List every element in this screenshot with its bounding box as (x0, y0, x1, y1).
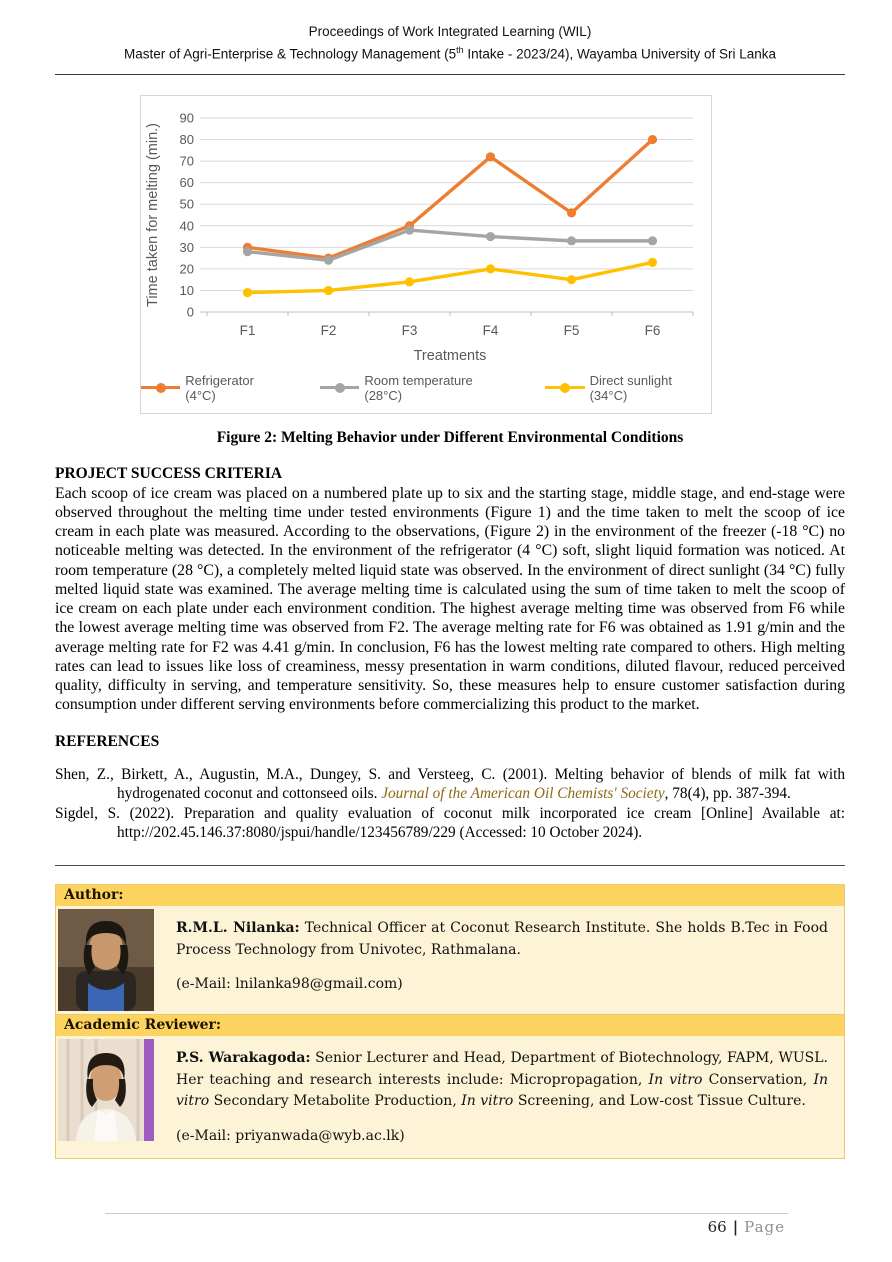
svg-text:50: 50 (179, 196, 194, 212)
reference-list (55, 765, 845, 843)
references-heading: REFERENCES (55, 732, 160, 750)
reviewer-bio (154, 1036, 844, 1158)
page-label: Page (744, 1217, 785, 1236)
header-line1: Proceedings of Work Integrated Learning (WIL) (308, 24, 592, 39)
author-bio (154, 906, 844, 1006)
criteria-heading: PROJECT SUCCESS CRITERIA (55, 464, 283, 482)
svg-text:F5: F5 (563, 322, 580, 338)
reviewer-photo (58, 1039, 154, 1141)
page-number-block (55, 1214, 845, 1236)
svg-text:20: 20 (179, 260, 194, 276)
svg-text:10: 10 (179, 282, 194, 298)
author-email: (e-Mail: lnilanka98@gmail.com) (176, 976, 403, 993)
svg-text:F1: F1 (239, 322, 256, 338)
ordinal-superscript: th (456, 45, 464, 55)
legend-label: Refrigerator (4°C) (185, 372, 254, 403)
page-number: 66 (707, 1217, 727, 1236)
reference-entry: Sigdel, S. (2022). Preparation and quality evaluation of coconut milk incorporated ice cream [Online] Available at: http://202.45.146.37:8080/jspui/handle/123456789/229 (Accessed: 10 October 2024). (55, 804, 845, 842)
page-header (55, 22, 845, 64)
author-description: Technical Officer at Coconut Research Institute. She holds B.Tec in Food Process Technology from Univotec, Rathmalana. (176, 920, 828, 958)
legend-item (320, 373, 511, 403)
svg-text:Treatments: Treatments (413, 347, 487, 364)
svg-text:90: 90 (179, 110, 194, 125)
legend-item (141, 373, 286, 403)
author-box-content (56, 906, 844, 1014)
legend-label: Room temperature (28°C) (364, 372, 473, 403)
svg-text:80: 80 (179, 131, 194, 147)
author-box-header: Author: (56, 885, 844, 906)
svg-text:60: 60 (179, 174, 194, 190)
svg-text:Time taken for melting (min.): Time taken for melting (min.) (145, 122, 161, 307)
legend-marker-icon (320, 386, 359, 390)
section-divider-rule (55, 865, 845, 866)
reviewer-box-content (56, 1036, 844, 1158)
svg-text:40: 40 (179, 217, 194, 233)
svg-text:F4: F4 (482, 322, 499, 338)
svg-text:F6: F6 (644, 322, 661, 338)
svg-text:70: 70 (179, 153, 194, 169)
header-line2: Master of Agri-Enterprise & Technology Management (5th Intake - 2023/24), Wayamba University of Sri Lanka (123, 45, 777, 62)
svg-text:F2: F2 (320, 322, 337, 338)
reviewer-box-header: Academic Reviewer: (56, 1015, 844, 1036)
author-box (55, 884, 845, 1015)
criteria-paragraph: Each scoop of ice cream was placed on a numbered plate up to six and the starting stage, middle stage, and end-stage were observed throughout the melting time under tested environments (Figure 1) and the time taken to melt the scoop of ice cream in each plate was measured. According to the observations, (Figure 2) in the environment of the freezer (-18 °C) no noticeable melting was detected. In the environment of the refrigerator (4 °C) soft, slight liquid formation was noticed. At room temperature (28 °C), a completely melted liquid state was observed. In the environment of direct sunlight (34 °C) fully melted liquid state was examined. The average melting time is calculated using the sum of time taken to melt the scoop of ice cream on each plate under each environment condition. The highest average melting time was observed from F6 while the lowest average melting time was observed from F2. The average melting rate for F6 was obtained as 1.91 g/min and the average melting rate for F2 was 4.41 g/min. In conclusion, F6 has the lowest melting rate compared to others. High melting rates can lead to issues like loss of creaminess, messy presentation in warm conditions, diluted flavour, reduced perceived quality, difficulty in serving, and temperature sensitivity. So, these measures help to ensure customer satisfaction during consumption under different serving environments before commercializing this product to the market. (55, 484, 845, 714)
legend-label: Direct sunlight (34°C) (589, 372, 672, 403)
reference-entry: Shen, Z., Birkett, A., Augustin, M.A., Dungey, S. and Versteeg, C. (2001). Melting behavior of blends of milk fat with hydrogenated coconut and cottonseed oils. Journal of the American Oil Chemists' Society, 78(4), pp. 387-394. (55, 765, 845, 803)
svg-text:30: 30 (179, 239, 194, 255)
page-footer (55, 1213, 845, 1236)
chart-legend (141, 373, 711, 403)
header-rule (55, 74, 845, 75)
figure2-chart-box (140, 95, 712, 414)
melting-line-chart (141, 102, 711, 366)
legend-marker-icon (141, 386, 180, 390)
svg-text:0: 0 (186, 304, 194, 319)
reviewer-email: (e-Mail: priyanwada@wyb.ac.lk) (176, 1128, 405, 1145)
legend-item (545, 373, 711, 403)
reviewer-box (55, 1015, 845, 1159)
reviewer-description: Senior Lecturer and Head, Department of Biotechnology, FAPM, WUSL. Her teaching and research interests include: Micropropagation, In vitro Conservation, In vitro Secondary Metabolite Production, In vitro Screening, and Low-cost Tissue Culture. (176, 1050, 828, 1110)
author-name: R.M.L. Nilanka: (176, 920, 300, 936)
legend-marker-icon (545, 386, 584, 390)
author-photo (58, 909, 154, 1011)
svg-text:F3: F3 (401, 322, 418, 338)
reviewer-name: P.S. Warakagoda: (176, 1050, 311, 1066)
figure-caption: Figure 2: Melting Behavior under Different Environmental Conditions (216, 428, 684, 446)
page-number-separator: | (732, 1217, 739, 1236)
